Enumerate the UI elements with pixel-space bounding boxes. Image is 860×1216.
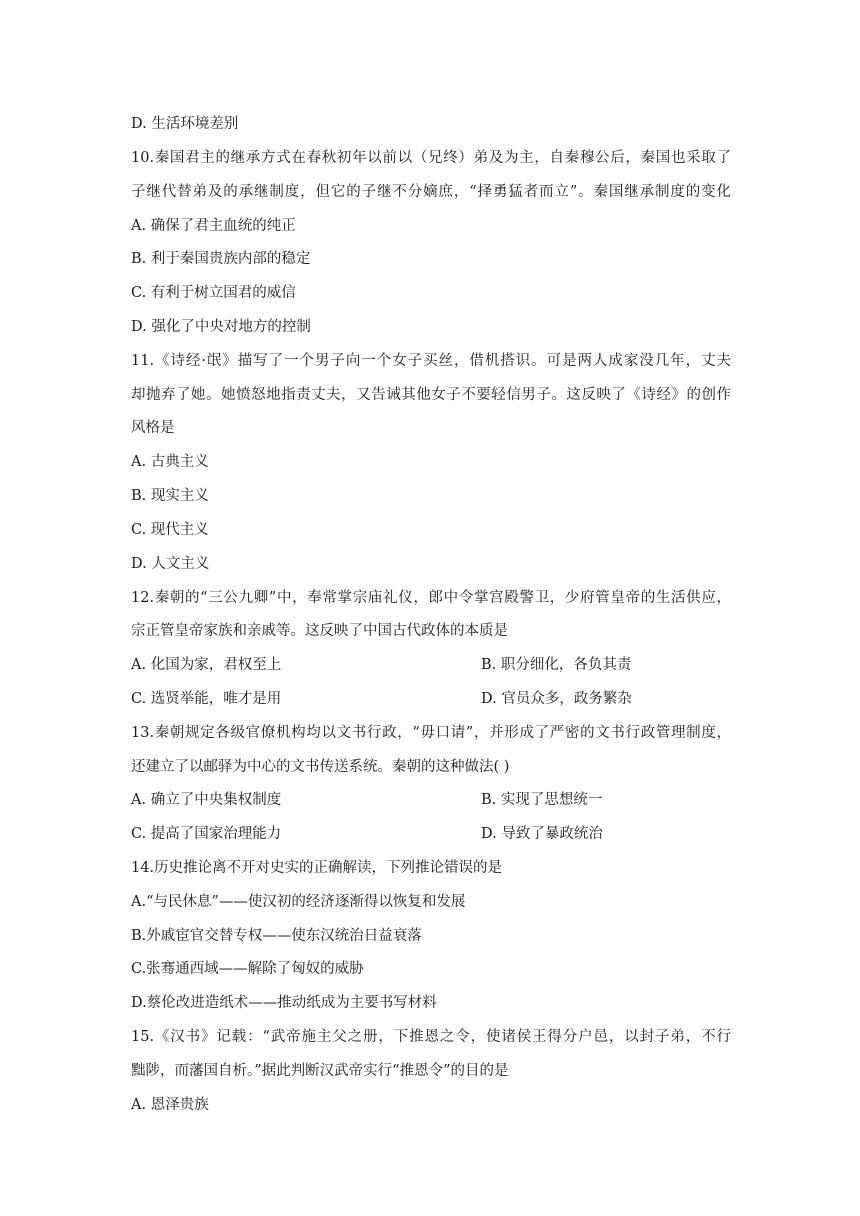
q10-option-d: D. 强化了中央对地方的控制	[131, 319, 311, 335]
q13-option-c: C. 提高了国家治理能力	[131, 826, 282, 842]
q15-stem-line-2: 黜陟，而藩国自析。”据此判断汉武帝实行“推恩令”的目的是	[131, 1063, 509, 1079]
q11-option-b: B. 现实主义	[131, 488, 209, 504]
q15-option-a: A. 恩泽贵族	[131, 1097, 209, 1113]
q11-stem-line-2: 却抛弃了她。她愤怒地指责丈夫，又告诫其他女子不要轻信男子。这反映了《诗经》的创作	[131, 387, 731, 403]
q12-option-d: D. 官员众多，政务繁杂	[481, 691, 632, 707]
q15-stem-line-1: 15.《汉书》记载：“武帝施主父之册，下推恩之令，使诸侯王得分户邑，以封子弟，不行	[131, 1029, 731, 1045]
q13-stem-line-2: 还建立了以邮驿为中心的文书传送系统。秦朝的这种做法( )	[131, 759, 510, 775]
q11-option-a: A. 古典主义	[131, 454, 209, 470]
q10-stem-line-1: 10.秦国君主的继承方式在春秋初年以前以（兄终）弟及为主，自秦穆公后，秦国也采取了	[131, 150, 731, 166]
q10-option-c: C. 有利于树立国君的威信	[131, 285, 296, 301]
q12-stem-line-1: 12.秦朝的“三公九卿”中，奉常掌宗庙礼仪，郎中令掌宫殿警卫，少府管皇帝的生活供应，	[131, 590, 731, 606]
q14-stem-line-1: 14.历史推论离不开对史实的正确解读，下列推论错误的是	[131, 860, 503, 876]
q12-option-c: C. 选贤举能，唯才是用	[131, 691, 282, 707]
q10-stem-line-2: 子继代替弟及的承继制度，但它的子继不分嫡庶，“择勇猛者而立”。秦国继承制度的变化	[131, 184, 731, 200]
q13-option-b: B. 实现了思想统一	[481, 792, 603, 808]
q14-option-a: A.“与民休息”——使汉初的经济逐渐得以恢复和发展	[131, 894, 466, 910]
q10-option-a: A. 确保了君主血统的纯正	[131, 218, 296, 234]
q12-stem-line-2: 宗正管皇帝家族和亲戚等。这反映了中国古代政体的本质是	[131, 623, 508, 639]
q12-option-a: A. 化国为家，君权至上	[131, 657, 282, 673]
q14-option-c: C.张骞通西域——解除了匈奴的威胁	[131, 961, 364, 977]
q11-option-d: D. 人文主义	[131, 556, 210, 572]
q13-option-a: A. 确立了中央集权制度	[131, 792, 282, 808]
q11-stem-line-1: 11.《诗经·氓》描写了一个男子向一个女子买丝，借机搭识。可是两人成家没几年，丈夫	[131, 353, 731, 369]
q14-option-d: D.蔡伦改进造纸术——推动纸成为主要书写材料	[131, 995, 437, 1011]
q12-option-b: B. 职分细化，各负其责	[481, 657, 632, 673]
q13-stem-line-1: 13.秦朝规定各级官僚机构均以文书行政，“毋口请”，并形成了严密的文书行政管理制度，	[131, 725, 731, 741]
q11-option-c: C. 现代主义	[131, 522, 209, 538]
q9-option-d: D. 生活环境差别	[131, 116, 239, 132]
q14-option-b: B.外戚宦官交替专权——使东汉统治日益衰落	[131, 928, 422, 944]
q10-option-b: B. 利于秦国贵族内部的稳定	[131, 251, 311, 267]
q13-option-d: D. 导致了暴政统治	[481, 826, 603, 842]
q11-stem-line-3: 风格是	[131, 420, 175, 436]
